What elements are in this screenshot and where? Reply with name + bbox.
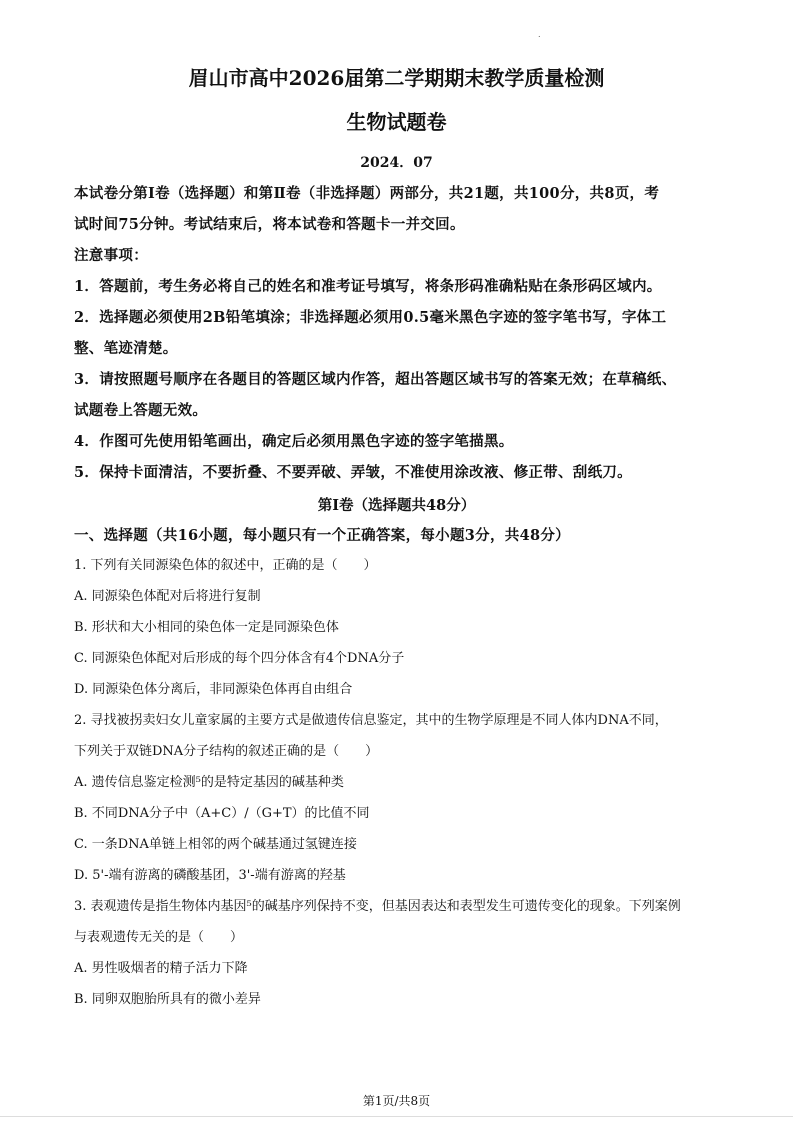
page-number: 第1页/共8页 <box>362 1094 431 1108</box>
footer-divider <box>0 1116 793 1117</box>
exam-subtitle: 生物试题卷 <box>346 110 447 134</box>
note-4: 4．作图可先使用铅笔画出，确定后必须用黑色字迹的签字笔描黑。 <box>74 433 514 450</box>
q2-stem-line-1: 2. 寻找被拐卖妇女儿童家属的主要方式是做遗传信息鉴定，其中的生物学原理是不同人体内DNA不同， <box>74 713 668 728</box>
section-heading: 一、选择题（共16小题，每小题只有一个正确答案，每小题3分，共48分） <box>74 527 570 544</box>
note-3b: 试题卷上答题无效。 <box>74 402 208 419</box>
q1-option-a: A. 同源染色体配对后将进行复制 <box>74 589 261 604</box>
q1-option-d: D. 同源染色体分离后，非同源染色体再自由组合 <box>74 682 353 697</box>
q2-stem-line-2: 下列关于双链DNA分子结构的叙述正确的是（ ） <box>74 744 379 759</box>
q1-option-b: B. 形状和大小相同的染色体一定是同源染色体 <box>74 620 339 635</box>
note-5: 5．保持卡面清洁，不要折叠、不要弄破、弄皱，不准使用涂改液、修正带、刮纸刀。 <box>74 464 632 481</box>
exam-title: 眉山市高中2026届第二学期期末教学质量检测 <box>188 66 605 90</box>
intro-line-1: 本试卷分第Ⅰ卷（选择题）和第Ⅱ卷（非选择题）两部分，共21题，共100分，共8页，考 <box>74 185 660 202</box>
notes-heading: 注意事项： <box>74 247 148 264</box>
q3-stem-line-2: 与表观遗传无关的是（ ） <box>74 930 244 945</box>
note-2b: 整、笔迹清楚。 <box>74 340 178 357</box>
note-1: 1．答题前，考生务必将自己的姓名和准考证号填写，将条形码准确粘贴在条形码区域内。 <box>74 278 662 295</box>
q2-option-c: C. 一条DNA单链上相邻的两个碱基通过氢键连接 <box>74 837 357 852</box>
q1-option-c: C. 同源染色体配对后形成的每个四分体含有4个DNA分子 <box>74 651 405 666</box>
note-2a: 2．选择题必须使用2B铅笔填涂；非选择题必须用0.5毫米黑色字迹的签字笔书写，字体工 <box>74 309 667 326</box>
q1-stem: 1. 下列有关同源染色体的叙述中，正确的是（ ） <box>74 558 377 573</box>
exam-date: 2024．07 <box>360 155 433 171</box>
q3-option-b: B. 同卵双胞胎所具有的微小差异 <box>74 992 261 1007</box>
corner-dot: . <box>538 30 541 39</box>
part-1-heading: 第Ⅰ卷（选择题共48分） <box>317 497 476 514</box>
q3-option-a: A. 男性吸烟者的精子活力下降 <box>74 961 248 976</box>
q2-option-b: B. 不同DNA分子中（A+C）/（G+T）的比值不同 <box>74 806 370 821</box>
note-3a: 3．请按照题号顺序在各题目的答题区域内作答，超出答题区域书写的答案无效；在草稿纸、 <box>74 371 677 388</box>
q2-option-d: D. 5'-端有游离的磷酸基团，3'-端有游离的羟基 <box>74 868 346 883</box>
q3-stem-line-1: 3. 表观遗传是指生物体内基因⁵的碱基序列保持不变，但基因表达和表型发生可遗传变化的现象。下列案例 <box>74 899 681 914</box>
q2-option-a: A. 遗传信息鉴定检测⁵的是特定基因的碱基种类 <box>74 775 344 790</box>
intro-line-2: 试时间75分钟。考试结束后，将本试卷和答题卡一并交回。 <box>74 216 465 233</box>
